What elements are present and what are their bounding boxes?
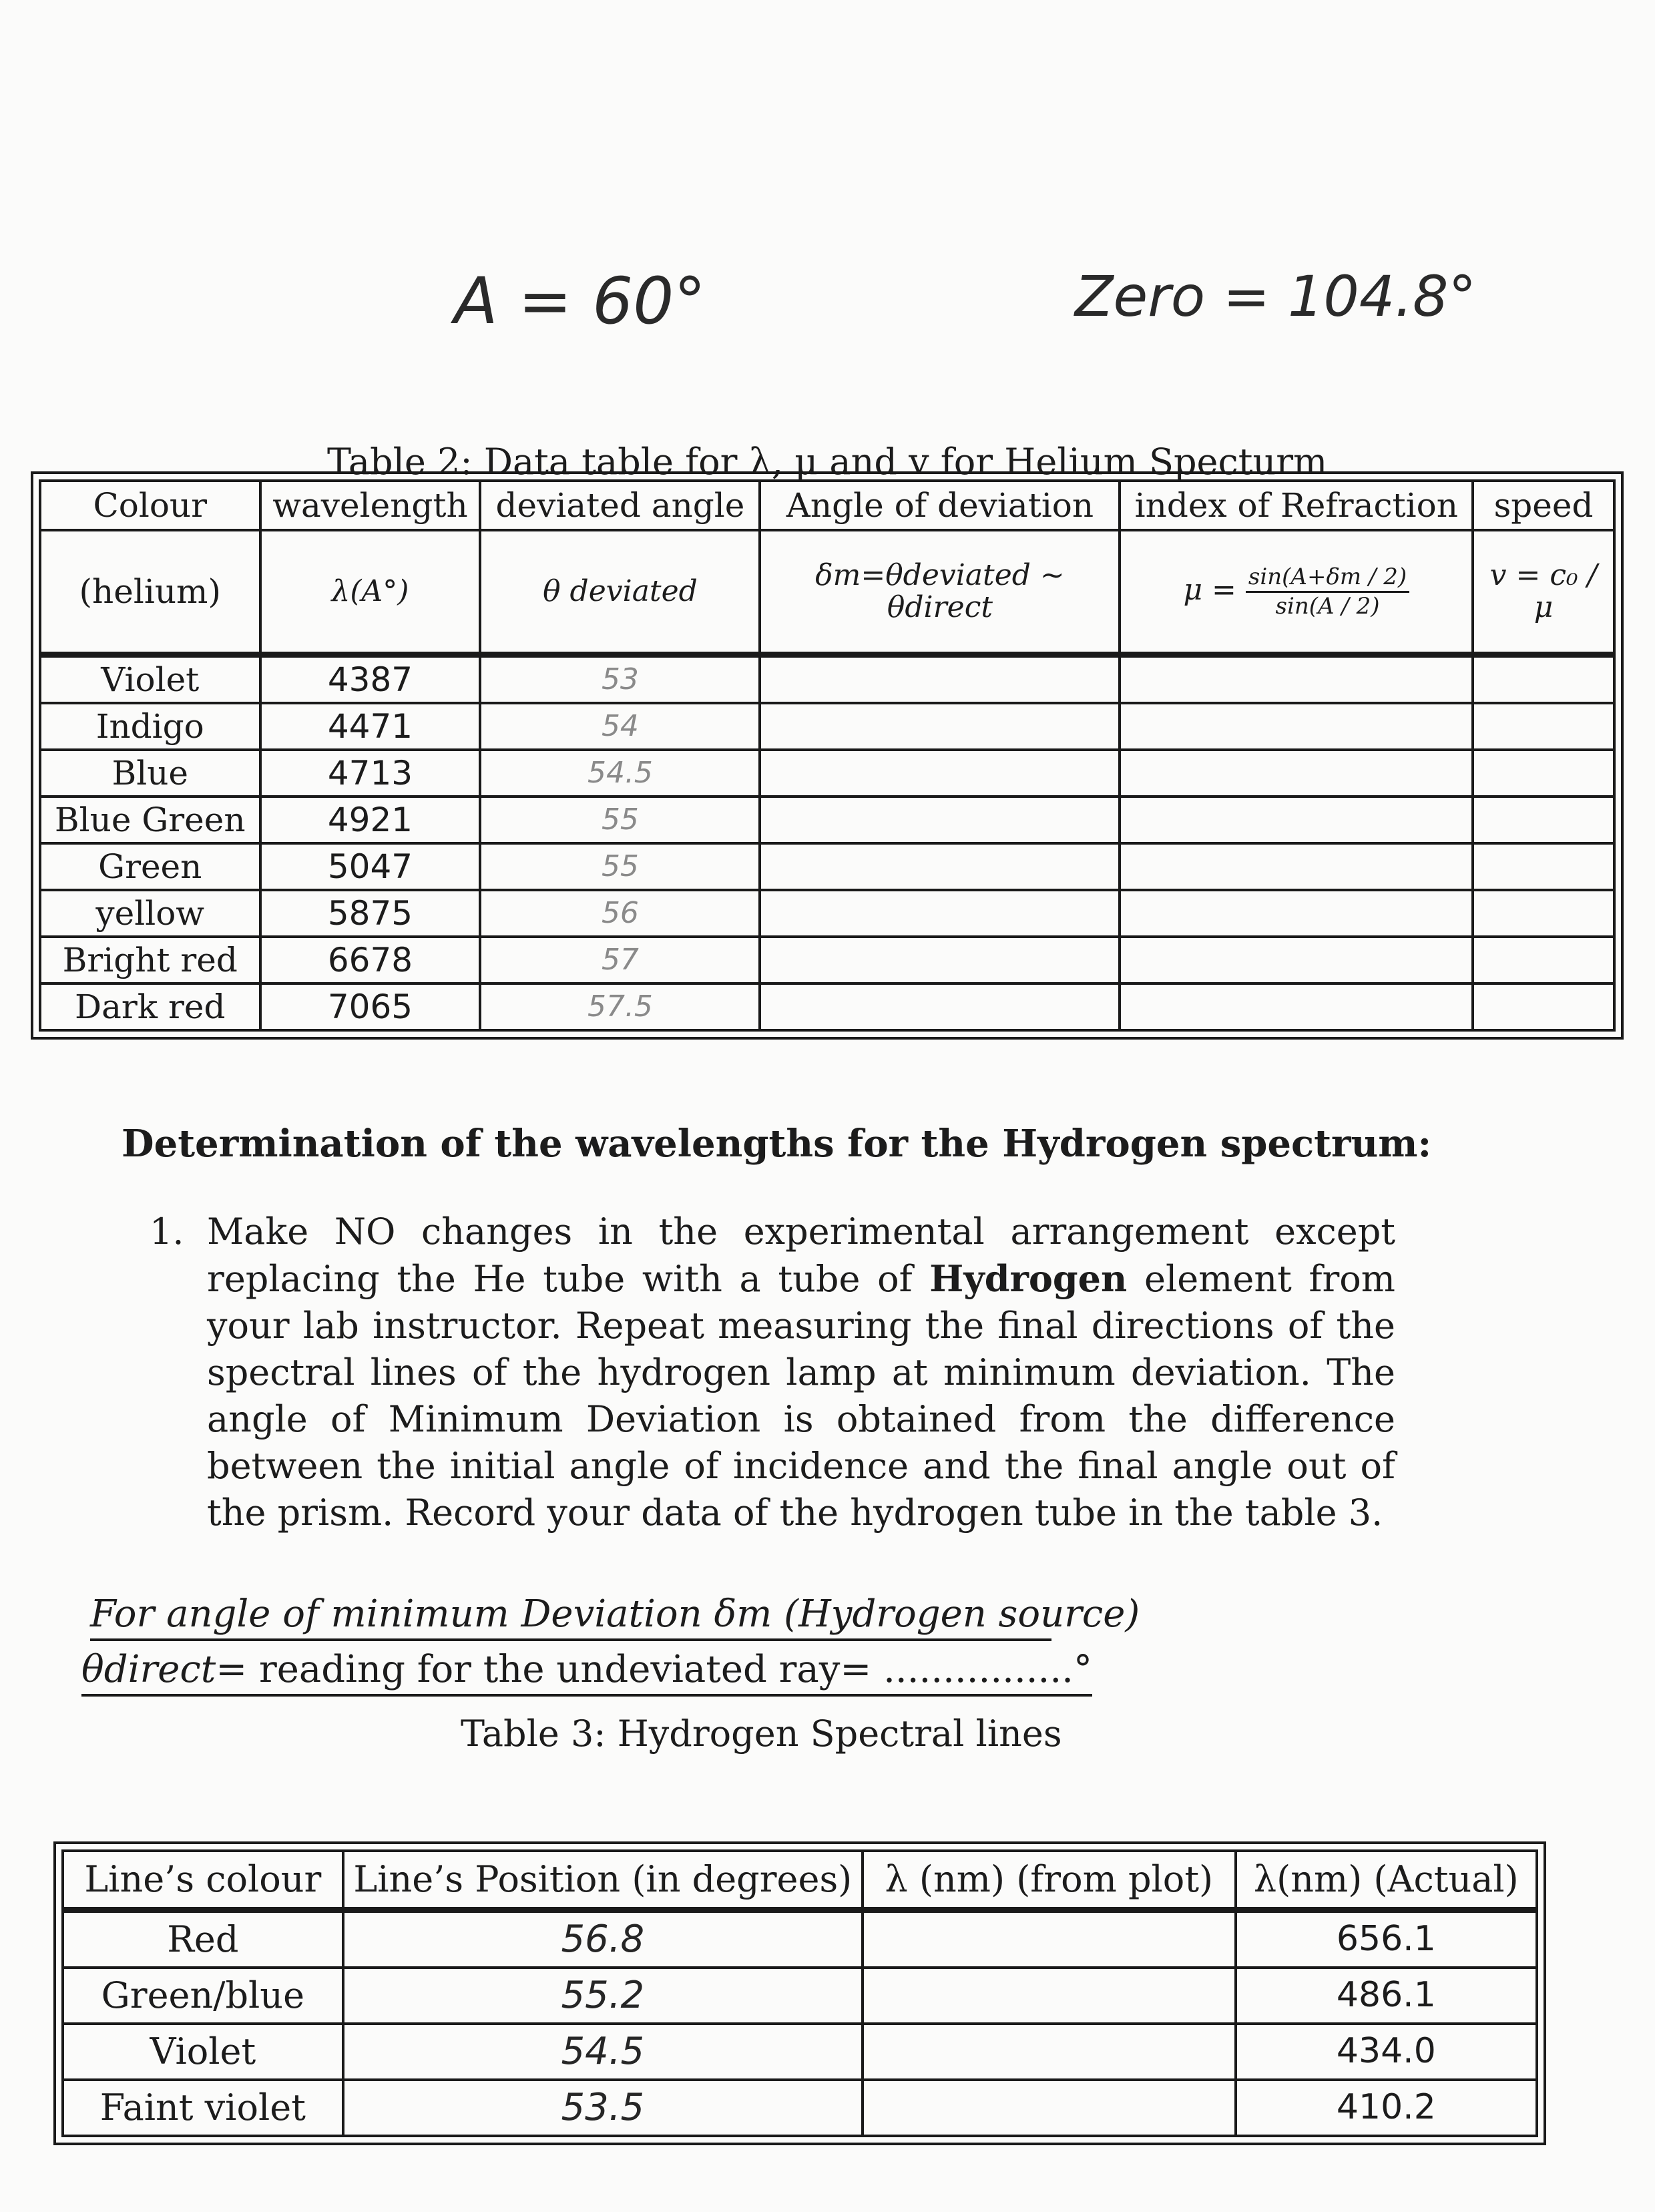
row-colour: Green (40, 843, 260, 890)
col-angle-of-deviation-header: Angle of deviation (760, 481, 1120, 530)
row-index[interactable] (1120, 750, 1473, 797)
row-angle-of-deviation[interactable] (760, 937, 1120, 983)
line-colour: Faint violet (63, 2080, 343, 2136)
row-colour: Bright red (40, 937, 260, 983)
direct-reading-line (81, 1648, 1092, 1697)
col-index-header: index of Refraction (1120, 481, 1473, 530)
index-numerator: sin(A+δm / 2) (1246, 564, 1409, 593)
lambda-actual: 656.1 (1236, 1910, 1537, 1968)
handwritten-prism-angle: A = 60° (454, 264, 706, 339)
row-index[interactable] (1120, 655, 1473, 704)
para-part1: Make NO changes in the experimental arrangement except replacing the He tube with a tube of (207, 1210, 1395, 1300)
row-colour: Violet (40, 655, 260, 704)
col-line-position-header: Line’s Position (in degrees) (343, 1851, 863, 1910)
row-index[interactable] (1120, 890, 1473, 937)
table-row (40, 843, 1614, 890)
line-colour: Green/blue (63, 1968, 343, 2024)
row-speed[interactable] (1473, 843, 1614, 890)
handwritten-zero-reading: Zero = 104.8° (1075, 264, 1477, 329)
table3-caption: Table 3: Hydrogen Spectral lines (461, 1713, 1062, 1755)
table2-caption: Table 2: Data table for λ, μ and v for Helium Specturm (327, 441, 1328, 483)
row-speed[interactable] (1473, 750, 1614, 797)
row-index[interactable] (1120, 797, 1473, 843)
table-row (40, 655, 1614, 704)
lambda-plot[interactable] (863, 1968, 1236, 2024)
row-deviated-angle: 57.5 (480, 983, 760, 1030)
row-colour: yellow (40, 890, 260, 937)
table-row (63, 1968, 1537, 2024)
row-angle-of-deviation[interactable] (760, 843, 1120, 890)
table-row (63, 2024, 1537, 2080)
line-position: 55.2 (343, 1968, 863, 2024)
table-row (40, 983, 1614, 1030)
line-position: 53.5 (343, 2080, 863, 2136)
item-number: 1. (150, 1210, 184, 1253)
helium-data-table (39, 479, 1616, 1032)
lambda-plot[interactable] (863, 2080, 1236, 2136)
row-angle-of-deviation[interactable] (760, 797, 1120, 843)
sub-deviated: θ deviated (480, 530, 760, 655)
row-index[interactable] (1120, 703, 1473, 750)
row-deviated-angle: 54 (480, 703, 760, 750)
sub-index (1120, 530, 1473, 655)
table-row (40, 937, 1614, 983)
table2-subheader-row (40, 530, 1614, 655)
row-deviated-angle: 53 (480, 655, 760, 704)
row-angle-of-deviation[interactable] (760, 890, 1120, 937)
row-speed[interactable] (1473, 655, 1614, 704)
instruction-body (154, 1208, 1395, 1536)
col-deviated-angle-header: deviated angle (480, 481, 760, 530)
line-position: 56.8 (343, 1910, 863, 1968)
col-colour-header: Colour (40, 481, 260, 530)
row-deviated-angle: 55 (480, 843, 760, 890)
row-colour: Dark red (40, 983, 260, 1030)
line-position: 54.5 (343, 2024, 863, 2080)
sub-angle-of-deviation: δm=θdeviated ~ θdirect (760, 530, 1120, 655)
para-part2: element from your lab instructor. Repeat measuring the final directions of the spectral lines of the hydrogen lamp at minimum deviation. The angle of Minimum Deviation is obtained from the difference between the initial angle of incidence and the final angle out of the prism. Record your data of the hydrogen tube in the table 3. (207, 1258, 1396, 1534)
mu-equals: μ = (1183, 572, 1236, 607)
row-wavelength: 7065 (260, 983, 481, 1030)
sub-speed: v = c₀ / μ (1473, 530, 1614, 655)
table-row (40, 797, 1614, 843)
table-row (63, 2080, 1537, 2136)
hydrogen-lines-table (61, 1849, 1538, 2137)
row-colour: Blue Green (40, 797, 260, 843)
instruction-paragraph (150, 1208, 1396, 1536)
row-wavelength: 5875 (260, 890, 481, 937)
row-angle-of-deviation[interactable] (760, 750, 1120, 797)
row-deviated-angle: 54.5 (480, 750, 760, 797)
row-deviated-angle: 56 (480, 890, 760, 937)
row-speed[interactable] (1473, 797, 1614, 843)
row-speed[interactable] (1473, 983, 1614, 1030)
table-row (63, 1910, 1537, 1968)
col-speed-header: speed (1473, 481, 1614, 530)
index-denominator: sin(A / 2) (1275, 592, 1380, 620)
row-speed[interactable] (1473, 890, 1614, 937)
col-lambda-actual-header: λ(nm) (Actual) (1236, 1851, 1537, 1910)
sub-colour: (helium) (40, 530, 260, 655)
row-speed[interactable] (1473, 937, 1614, 983)
row-deviated-angle: 55 (480, 797, 760, 843)
row-speed[interactable] (1473, 703, 1614, 750)
sub-wavelength: λ(A°) (260, 530, 481, 655)
table-row (40, 890, 1614, 937)
lambda-actual: 486.1 (1236, 1968, 1537, 2024)
min-deviation-label: For angle of minimum Deviation δm (Hydrogen source) (90, 1592, 1051, 1641)
col-wavelength-header: wavelength (260, 481, 481, 530)
row-wavelength: 4471 (260, 703, 481, 750)
row-wavelength: 4921 (260, 797, 481, 843)
row-index[interactable] (1120, 983, 1473, 1030)
line-colour: Red (63, 1910, 343, 1968)
table-row (40, 750, 1614, 797)
row-index[interactable] (1120, 843, 1473, 890)
row-angle-of-deviation[interactable] (760, 703, 1120, 750)
table2-header-row (40, 481, 1614, 530)
lambda-plot[interactable] (863, 1910, 1236, 1968)
table3-header-row (63, 1851, 1537, 1910)
row-wavelength: 4713 (260, 750, 481, 797)
para-bold: Hydrogen (929, 1257, 1128, 1300)
row-index[interactable] (1120, 937, 1473, 983)
table-row (40, 703, 1614, 750)
row-wavelength: 5047 (260, 843, 481, 890)
row-colour: Blue (40, 750, 260, 797)
lambda-actual: 410.2 (1236, 2080, 1537, 2136)
direct-reading-text: = reading for the undeviated ray= ................° (216, 1648, 1092, 1691)
row-angle-of-deviation[interactable] (760, 983, 1120, 1030)
index-fraction (1246, 564, 1409, 620)
theta-direct-symbol: θdirect (81, 1648, 216, 1691)
row-angle-of-deviation[interactable] (760, 655, 1120, 704)
lambda-plot[interactable] (863, 2024, 1236, 2080)
row-deviated-angle: 57 (480, 937, 760, 983)
row-colour: Indigo (40, 703, 260, 750)
lambda-actual: 434.0 (1236, 2024, 1537, 2080)
row-wavelength: 6678 (260, 937, 481, 983)
col-line-colour-header: Line’s colour (63, 1851, 343, 1910)
section-heading: Determination of the wavelengths for the Hydrogen spectrum: (122, 1122, 1432, 1166)
line-colour: Violet (63, 2024, 343, 2080)
col-lambda-plot-header: λ (nm) (from plot) (863, 1851, 1236, 1910)
row-wavelength: 4387 (260, 655, 481, 704)
